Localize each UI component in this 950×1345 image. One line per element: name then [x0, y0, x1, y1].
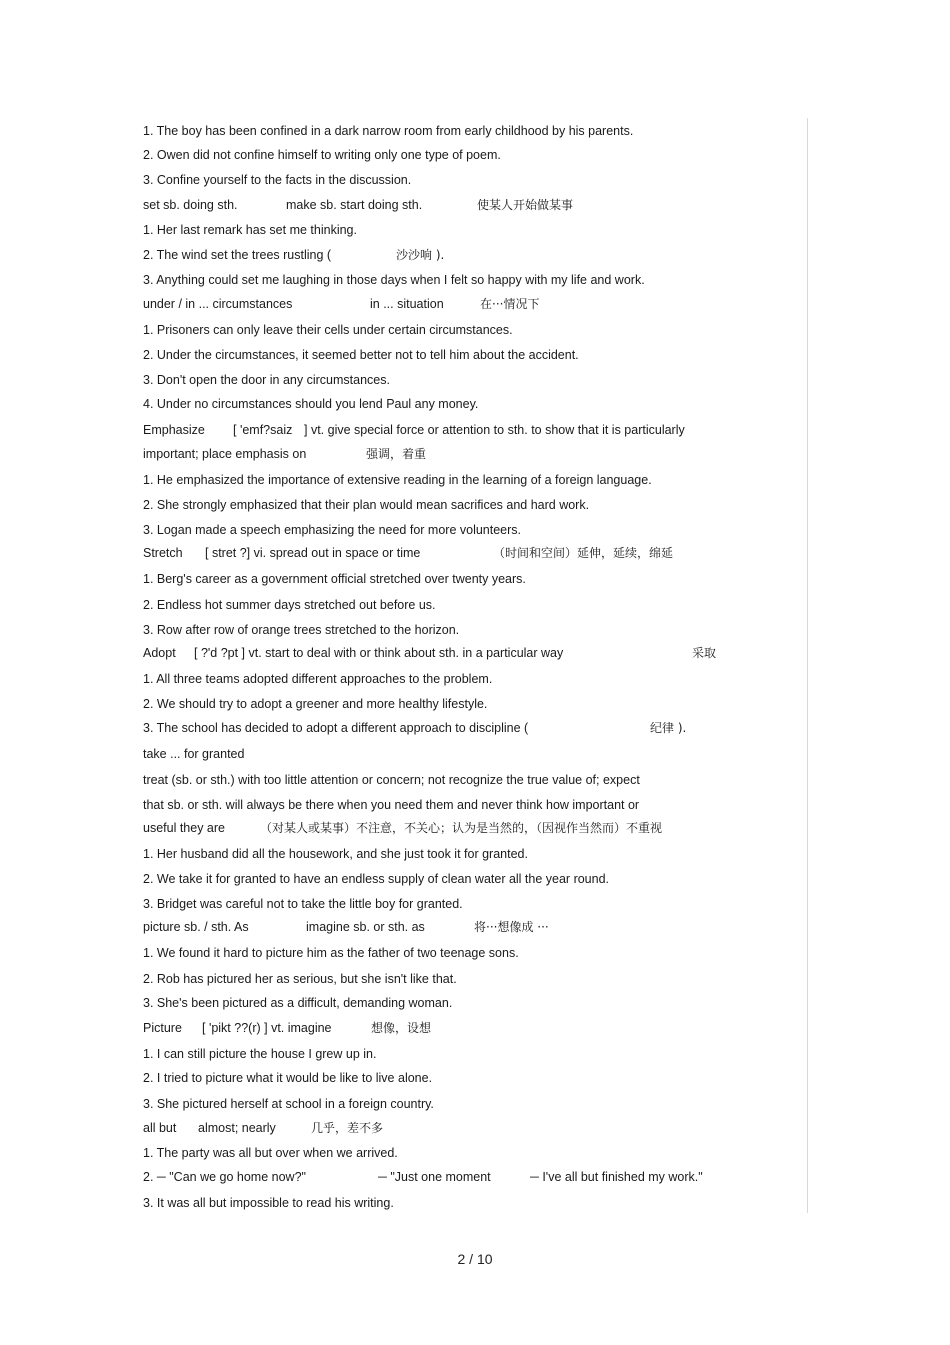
- right-margin-rule: [807, 118, 808, 1213]
- document-page: 1. The boy has been confined in a dark narrow room from early childhood by his parents. 2. Owen did not confine himself to writing only one type of poem. 3. Confine yourself to the facts in the discussion. set sb. doing sth. make sb. start doing sth. 使某人开始做某事 1. Her last remark has set me thinking. 2. The wind set the trees rustling ( 沙沙响 ). 3. Anything could set me laughing in those days when I felt so happy with my life and work. under / in ... circumstances in ... situation 在···情况下 1. Prisoners can only leave their cells under certain circumstances. 2. Under the circumstances, it seemed better not to tell him about the accident. 3. Don't open the door in any circumstances. 4. Under no circumstances should you lend Paul any money. Emphasize [ 'emf?saiz ] vt. give special force or attention to sth. to show that it is particularly important; place emphasis on 强调，着重 1. He emphasized the importance of extensive reading in the learning of a foreign language. 2. She strongly emphasized that their plan would mean sacrifices and hard work. 3. Logan made a speech emphasizing the need for more volunteers. Stretch [ stret ?] vi. spread out in space or time （时间和空间）延伸，延续，绵延 1. Berg's career as a government official stretched over twenty years. 2. Endless hot summer days stretched out before us. 3. Row after row of orange trees stretched to the horizon. Adopt [ ?'d ?pt ] vt. start to deal with or think about sth. in a particular way 采取 1. All three teams adopted different approaches to the problem. 2. We should try to adopt a greener and more healthy lifestyle. 3. The school has decided to adopt a different approach to discipline ( 纪律 ). take ... for granted treat (sb. or sth.) with too little attention or concern; not recognize the true value of; expect that sb. or sth. will always be there when you need them and never think how important or useful they are （对某人或某事）不注意，不关心；认为是当然的，（因视作当然而）不重视 1. Her husband did all the housework, and she just took it for granted. 2. We take it for granted to have an endless supply of clean water all the year round. 3. Bridget was careful not to take the little boy for granted. picture sb. / sth. As imagine sb. or sth. as 将···想像成 ··· 1. We found it hard to picture him as the father of two teenage sons. 2. Rob has pictured her as serious, but she isn't like that. 3. She's been pictured as a difficult, demanding woman. Picture [ 'pikt ??(r) ] vt. imagine 想像，设想 1. I can still picture the house I grew up in. 2. I tried to picture what it would be like to live alone. 3. She pictured herself at school in a foreign country. all but almost; nearly 几乎，差不多 1. The party was all but over when we arrived. 2. ─ "Can we go home now?" ─ "Just one moment ─ I've all but finished my work." 3. It was all but impossible to read his writing. 2 / 10: [0, 0, 950, 1345]
- page-number: 2 / 10: [457, 1251, 493, 1267]
